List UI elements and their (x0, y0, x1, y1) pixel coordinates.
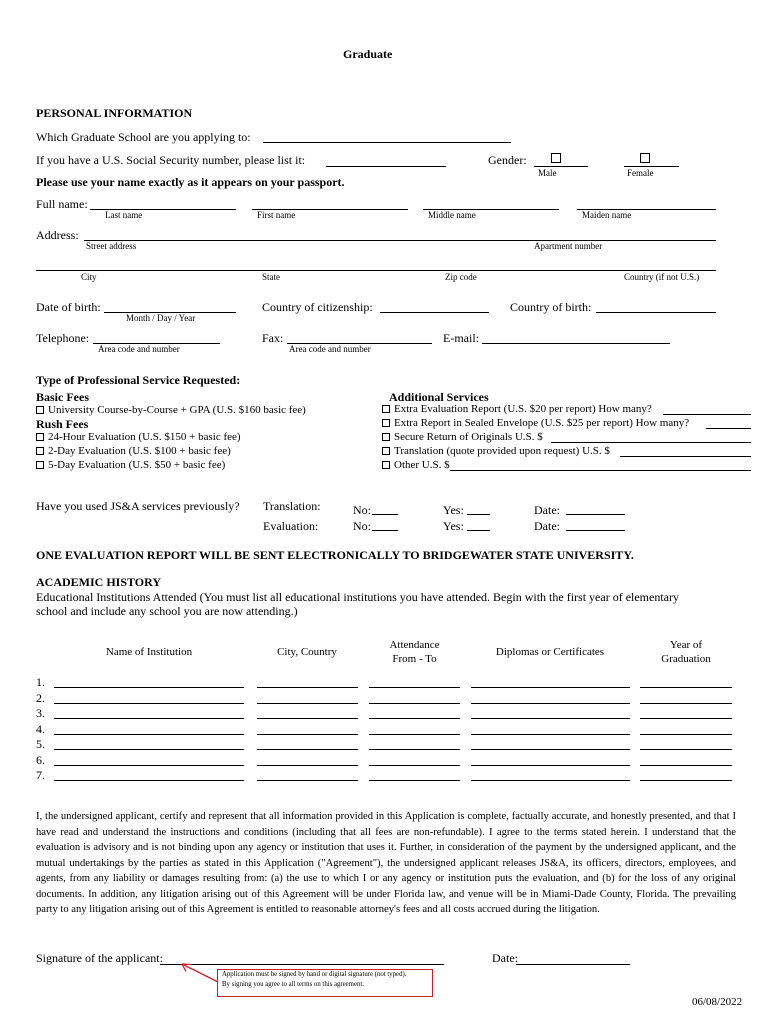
dob-label: Date of birth: (36, 300, 101, 314)
extra-report-field[interactable] (663, 414, 751, 415)
rush-item-2day[interactable]: 2-Day Evaluation (U.S. $100 + basic fee) (36, 445, 231, 457)
sealed-field[interactable] (706, 428, 751, 429)
academic-row-field[interactable] (640, 734, 732, 735)
academic-row-field[interactable] (54, 703, 244, 704)
academic-row-field[interactable] (369, 765, 460, 766)
last-name-hint: Last name (105, 210, 143, 220)
citizenship-label: Country of citizenship: (262, 300, 373, 314)
academic-row-field[interactable] (471, 780, 630, 781)
academic-row-field[interactable] (257, 765, 358, 766)
signature-note-2: By signing you agree to all terms on this agreement. (222, 980, 364, 988)
academic-row-field[interactable] (257, 703, 358, 704)
translation-no-field[interactable] (372, 514, 398, 515)
academic-row-number: 5. (36, 737, 45, 751)
additional-heading: Additional Services (389, 390, 489, 404)
academic-row-number: 3. (36, 706, 45, 720)
academic-row-field[interactable] (257, 734, 358, 735)
female-checkbox[interactable] (640, 153, 650, 163)
academic-row-field[interactable] (640, 749, 732, 750)
academic-row-field[interactable] (257, 687, 358, 688)
ssn-field[interactable] (326, 166, 446, 167)
form-title: Graduate (343, 47, 393, 61)
apartment-hint: Apartment number (534, 241, 603, 251)
evaluation-yes-field[interactable] (467, 530, 490, 531)
evaluation-date-label: Date: (534, 519, 560, 533)
col-year-2: Graduation (661, 653, 711, 665)
academic-row-field[interactable] (640, 780, 732, 781)
evaluation-yes-label: Yes: (443, 519, 464, 533)
male-label: Male (538, 168, 557, 178)
col-city: City, Country (277, 646, 337, 658)
evaluation-date-field[interactable] (566, 530, 625, 531)
academic-instructions-1: Educational Institutions Attended (You must list all educational institutions you have attended. Begin with the first year of elementary (36, 590, 679, 604)
academic-row-field[interactable] (54, 687, 244, 688)
rush-item-24hour[interactable]: 24-Hour Evaluation (U.S. $150 + basic fee) (36, 431, 241, 443)
male-checkbox[interactable] (551, 153, 561, 163)
academic-row-field[interactable] (369, 703, 460, 704)
academic-row-number: 2. (36, 690, 45, 705)
academic-heading: ACADEMIC HISTORY (36, 575, 162, 589)
certification-text: I, the undersigned applicant, certify and represent that all information provided in this Application is complete, factually accurate, and honestly presented, and that I have read and understand the instructions and conditions (including that all fees are non-refundable). I agree to the terms stated herein. I understand that the evaluation is advisory and is not binding upon any agency or institution that uses it. Further, in consideration of the payment by the undersigned applicant, and the mutual undertakings by the parties as stated in this Application ("Agreement"), the undersigned applicant releases JS&A, its officers, directors, employees, and agents, from any liability or damages resulting from: (a) the use to which I or any agency or institution puts the evaluation, and (b) for the loss of any original documents. In addition, any litigation arising out of this Agreement will be under Florida law, and venue will be in Miami-Dade County, Florida. The prevailing party to any litigation arising out of this Agreement is entitled to reasonable attorney's fees and all costs accrued during the litigation. (36, 811, 736, 915)
country-hint: Country (if not U.S.) (624, 272, 700, 282)
translation-yes-field[interactable] (467, 514, 490, 515)
academic-row-field[interactable] (54, 780, 244, 781)
col-year-1: Year of (669, 639, 703, 651)
academic-row-field[interactable] (640, 765, 732, 766)
other-field[interactable] (450, 470, 751, 471)
fullname-label: Full name: (36, 197, 88, 211)
academic-row-field[interactable] (471, 765, 630, 766)
arrow-icon (176, 958, 220, 986)
citizenship-field[interactable] (380, 312, 489, 313)
signature-date-field[interactable] (516, 964, 630, 965)
academic-row-number: 4. (36, 721, 45, 736)
translation-date-field[interactable] (566, 514, 625, 515)
academic-row-field[interactable] (471, 734, 630, 735)
col-institution: Name of Institution (105, 646, 193, 658)
additional-item-other[interactable]: Other U.S. $ (382, 459, 450, 471)
gender-male-line (534, 166, 588, 167)
academic-row-field[interactable] (257, 749, 358, 750)
evaluation-label: Evaluation: (263, 519, 319, 533)
academic-row-field[interactable] (640, 703, 732, 704)
birth-country-label: Country of birth: (510, 300, 592, 314)
academic-row-number: 1. (36, 675, 45, 689)
basic-fees-heading: Basic Fees (36, 390, 89, 404)
gender-label: Gender: (488, 153, 527, 167)
translation-yes-label: Yes: (443, 503, 464, 517)
zip-hint: Zip code (445, 272, 477, 282)
academic-row-field[interactable] (369, 687, 460, 688)
checkbox-icon[interactable] (36, 461, 44, 469)
academic-instructions-2: school and include any school you are now attending.) (36, 604, 298, 618)
translation-label: Translation: (263, 499, 321, 513)
checkbox-icon[interactable] (382, 433, 390, 441)
signature-note-1: Application must be signed by hand or digital signature (not typed). (222, 971, 407, 978)
city-hint: City (81, 272, 97, 282)
checkbox-icon[interactable] (382, 419, 390, 427)
translation-no-label: No: (353, 503, 371, 517)
email-label: E-mail: (443, 331, 479, 345)
dob-hint: Month / Day / Year (126, 313, 196, 323)
previous-question: Have you used JS&A services previously? (36, 499, 240, 513)
academic-row-number: 7. (36, 768, 45, 782)
signature-label: Signature of the applicant: (36, 951, 163, 965)
passport-note: Please use your name exactly as it appears on your passport. (36, 175, 345, 189)
telephone-hint: Area code and number (98, 344, 180, 354)
academic-row-field[interactable] (471, 718, 630, 719)
academic-row-field[interactable] (471, 703, 630, 704)
secure-field[interactable] (551, 442, 751, 443)
academic-row-field[interactable] (640, 687, 732, 688)
academic-row-field[interactable] (471, 687, 630, 688)
academic-row-field[interactable] (369, 749, 460, 750)
checkbox-icon[interactable] (382, 447, 390, 455)
fax-label: Fax: (262, 331, 284, 345)
personal-heading: PERSONAL INFORMATION (36, 106, 193, 120)
additional-item-sealed[interactable]: Extra Report in Sealed Envelope (U.S. $25 per report) How many? (382, 417, 689, 429)
grad-school-question: Which Graduate School are you applying to: (36, 130, 251, 144)
birth-country-field[interactable] (596, 312, 716, 313)
translation-field[interactable] (620, 456, 751, 457)
female-label: Female (627, 168, 654, 178)
academic-row-field[interactable] (257, 780, 358, 781)
additional-item-secure[interactable]: Secure Return of Originals U.S. $ (382, 431, 543, 443)
signature-date-label: Date: (492, 951, 518, 965)
col-attendance-1: Attendance (389, 639, 440, 651)
academic-row-field[interactable] (640, 718, 732, 719)
email-field[interactable] (482, 343, 670, 344)
street-address-field[interactable] (84, 240, 716, 241)
grad-school-field[interactable] (263, 142, 511, 143)
services-heading: Type of Professional Service Requested: (36, 373, 241, 387)
city-state-zip-field[interactable] (36, 270, 716, 271)
signature-note-box (217, 969, 433, 997)
additional-item-translation[interactable]: Translation (quote provided upon request) U.S. $ (382, 445, 610, 457)
telephone-label: Telephone: (36, 331, 90, 345)
revision-date: 06/08/2022 (692, 996, 743, 1008)
fax-hint: Area code and number (289, 344, 371, 354)
checkbox-icon[interactable] (36, 433, 44, 441)
evaluation-no-label: No: (353, 519, 371, 533)
checkbox-icon[interactable] (382, 461, 390, 469)
ssn-question: If you have a U.S. Social Security number, please list it: (36, 153, 306, 167)
academic-row-field[interactable] (54, 749, 244, 750)
academic-row-number: 6. (36, 752, 45, 767)
state-hint: State (262, 272, 280, 282)
maiden-name-hint: Maiden name (582, 210, 632, 220)
evaluation-no-field[interactable] (372, 530, 398, 531)
translation-date-label: Date: (534, 503, 560, 517)
academic-row-field[interactable] (257, 718, 358, 719)
street-hint: Street address (86, 241, 137, 251)
academic-row-field[interactable] (369, 718, 460, 719)
address-label: Address: (36, 228, 79, 242)
additional-item-extra-report[interactable]: Extra Evaluation Report (U.S. $20 per report) How many? (382, 403, 652, 415)
checkbox-icon[interactable] (36, 447, 44, 455)
checkbox-icon[interactable] (382, 405, 390, 413)
middle-name-hint: Middle name (428, 210, 476, 220)
academic-row-field[interactable] (54, 734, 244, 735)
first-name-hint: First name (257, 210, 296, 220)
basic-item-university[interactable]: University Course-by-Course + GPA (U.S. $160 basic fee) (36, 404, 306, 416)
academic-row-field[interactable] (54, 765, 244, 766)
col-attendance-2: From - To (392, 653, 437, 665)
academic-row-field[interactable] (471, 749, 630, 750)
evaluation-notice: ONE EVALUATION REPORT WILL BE SENT ELECTRONICALLY TO BRIDGEWATER STATE UNIVERSITY. (36, 548, 634, 562)
rush-fees-heading: Rush Fees (36, 417, 89, 431)
rush-item-5day[interactable]: 5-Day Evaluation (U.S. $50 + basic fee) (36, 459, 225, 471)
col-diplomas: Diplomas or Certificates (495, 646, 605, 658)
gender-female-line (624, 166, 679, 167)
academic-row-field[interactable] (54, 718, 244, 719)
academic-row-field[interactable] (369, 780, 460, 781)
academic-row-field[interactable] (369, 734, 460, 735)
checkbox-icon[interactable] (36, 406, 44, 414)
